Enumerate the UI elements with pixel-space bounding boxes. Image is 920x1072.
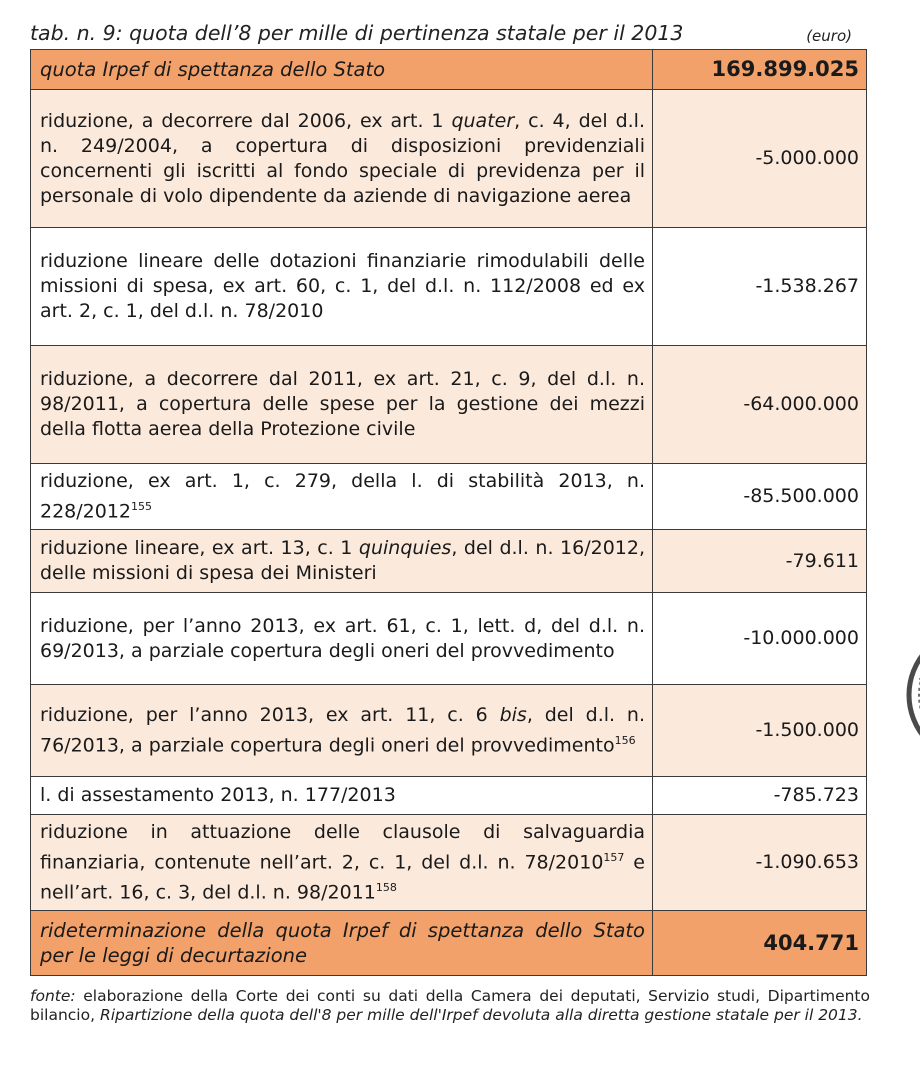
row-amount: -5.000.000 <box>653 90 867 228</box>
table-row <box>31 593 867 685</box>
table-row <box>31 90 867 228</box>
row-description: riduzione, per l’anno 2013, ex art. 61, c. 1, lett. d, del d.l. n. 69/2013, a parziale copertura degli oneri del provvedimento <box>31 593 653 685</box>
row-amount: -1.538.267 <box>653 228 867 346</box>
row-description: l. di assestamento 2013, n. 177/2013 <box>31 777 653 815</box>
row-amount: 404.771 <box>653 911 867 976</box>
table-row <box>31 228 867 346</box>
row-description: quota Irpef di spettanza dello Stato <box>31 50 653 90</box>
footnote-ref: 155 <box>131 499 153 513</box>
official-stamp <box>900 620 920 770</box>
row-amount: -1.090.653 <box>653 815 867 911</box>
source-text: elaborazione della Corte dei conti su dati della Camera dei deputati, Servizio studi, Dipartimento bilancio, <box>30 987 870 1024</box>
table-title: tab. n. 9: quota dell’8 per mille di pertinenza statale per il 2013 <box>30 21 684 45</box>
row-amount: -1.500.000 <box>653 685 867 777</box>
table-row-state-share <box>31 50 867 90</box>
row-amount: -64.000.000 <box>653 346 867 464</box>
source-title: Ripartizione della quota dell'8 per mille dell'Irpef devoluta alla diretta gestione statale per il 2013. <box>99 1006 863 1024</box>
table-unit: (euro) <box>806 27 852 45</box>
table-caption <box>30 20 856 48</box>
footnote-ref: 157 <box>603 850 625 864</box>
table-row <box>31 815 867 911</box>
row-description: riduzione in attuazione delle clausole di salvaguardia finanziaria, contenute nell’art. 2, c. 1, del d.l. n. 78/2010$^{157}$ e nell’art. 16, c. 3, del d.l. n. 98/2011$^{158}$ <box>31 815 653 911</box>
row-amount: -85.500.000 <box>653 464 867 530</box>
table-row <box>31 464 867 530</box>
row-description: riduzione, per l’anno 2013, ex art. 11, c. 6 bis, del d.l. n. 76/2013, a parziale copertura degli oneri del provvedimento$^{156}$ <box>31 685 653 777</box>
row-amount: 169.899.025 <box>653 50 867 90</box>
data-table <box>30 49 867 976</box>
row-amount: -10.000.000 <box>653 593 867 685</box>
table-row <box>31 777 867 815</box>
row-description: riduzione, a decorrere dal 2006, ex art. 1 quater, c. 4, del d.l. n. 249/2004, a copertura di disposizioni previdenziali concernenti gli iscritti al fondo speciale di previdenza per il personale di volo dipendente da aziende di navigazione aerea <box>31 90 653 228</box>
row-description: riduzione lineare delle dotazioni finanziarie rimodulabili delle missioni di spesa, ex art. 60, c. 1, del d.l. n. 112/2008 ed ex art. 2, c. 1, del d.l. n. 78/2010 <box>31 228 653 346</box>
table-source-note <box>30 987 870 1025</box>
row-description: rideterminazione della quota Irpef di spettanza dello Stato per le leggi di decurtazione <box>31 911 653 976</box>
table-row <box>31 685 867 777</box>
table-row-recalculated-share <box>31 911 867 976</box>
footnote-ref: 156 <box>614 733 636 747</box>
footnote-ref: 158 <box>375 881 397 894</box>
table-row <box>31 346 867 464</box>
row-description: riduzione, ex art. 1, c. 279, della l. di stabilità 2013, n. 228/2012$^{155}$ <box>31 464 653 530</box>
table-row <box>31 530 867 593</box>
row-description: riduzione, a decorrere dal 2011, ex art. 21, c. 9, del d.l. n. 98/2011, a copertura delle spese per la gestione dei mezzi della flotta aerea della Protezione civile <box>31 346 653 464</box>
source-label: fonte: <box>30 987 76 1005</box>
row-amount: -785.723 <box>653 777 867 815</box>
row-amount: -79.611 <box>653 530 867 593</box>
row-description: riduzione lineare, ex art. 13, c. 1 quinquies, del d.l. n. 16/2012, delle missioni di spesa dei Ministeri <box>31 530 653 593</box>
